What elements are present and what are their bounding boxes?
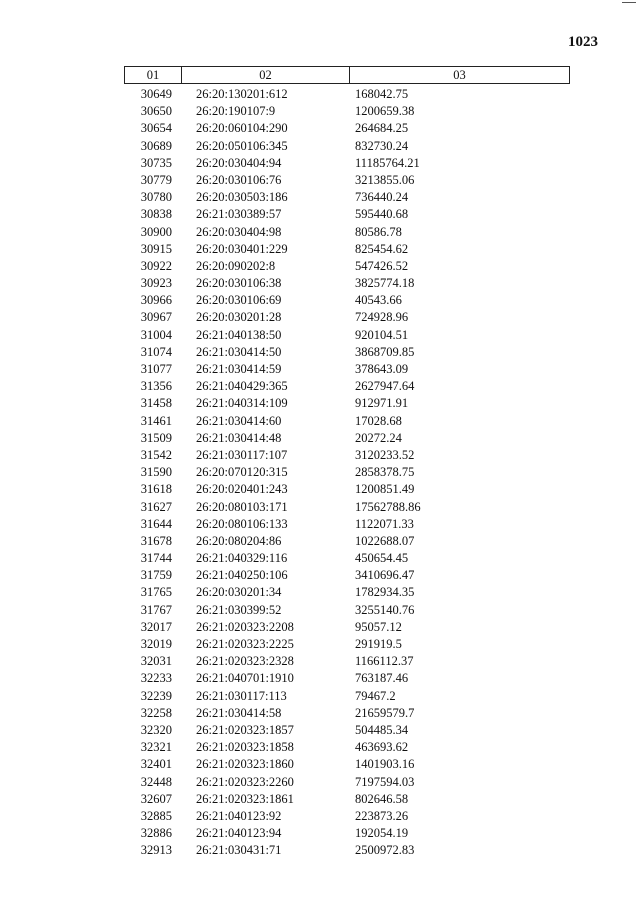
cell-02: 26:21:030414:58 xyxy=(196,705,282,720)
cell-02: 26:21:040250:106 xyxy=(196,568,288,583)
cell-01: 32239 xyxy=(140,688,172,703)
cell-03: 825454.62 xyxy=(355,241,409,256)
cell-01: 32017 xyxy=(140,619,172,634)
cell-01: 32321 xyxy=(140,740,172,755)
table-row xyxy=(124,808,570,825)
cell-01: 31458 xyxy=(140,396,172,411)
cell-03: 3255140.76 xyxy=(355,602,415,617)
cell-01: 32019 xyxy=(140,637,172,651)
cell-03: 1782934.35 xyxy=(355,585,415,600)
data-table xyxy=(124,66,570,859)
cell-03: 80586.78 xyxy=(355,224,402,239)
cell-01: 30654 xyxy=(140,121,172,136)
cell-03: 40543.66 xyxy=(355,293,402,308)
cell-02: 26:20:080204:86 xyxy=(196,533,282,548)
cell-03: 595440.68 xyxy=(355,207,409,222)
cell-03: 1022688.07 xyxy=(355,533,415,548)
cell-03: 264684.25 xyxy=(355,121,409,136)
cell-01: 31590 xyxy=(140,465,172,480)
cell-03: 1166112.37 xyxy=(355,654,414,669)
cell-01: 31077 xyxy=(140,362,172,376)
cell-02: 26:20:080103:171 xyxy=(196,499,288,514)
cell-02: 26:21:020323:2225 xyxy=(196,637,294,651)
cell-03: 504485.34 xyxy=(355,722,409,737)
cell-02: 26:21:020323:1860 xyxy=(196,757,294,772)
cell-03: 7197594.03 xyxy=(355,774,415,789)
cell-02: 26:20:090202:8 xyxy=(196,258,276,273)
cell-03: 79467.2 xyxy=(355,688,396,703)
column-header-01: 01 xyxy=(125,67,182,83)
cell-01: 32031 xyxy=(140,654,172,669)
cell-03: 17562788.86 xyxy=(355,499,421,514)
cell-02: 26:21:030117:113 xyxy=(196,688,287,703)
cell-01: 30966 xyxy=(140,293,172,308)
cell-03: 17028.68 xyxy=(355,413,402,428)
cell-03: 2500972.83 xyxy=(355,843,415,858)
table-row xyxy=(124,584,570,601)
cell-03: 291919.5 xyxy=(355,637,402,651)
table-row xyxy=(124,550,570,567)
cell-03: 3825774.18 xyxy=(355,276,415,291)
table-row xyxy=(124,516,570,533)
cell-01: 31644 xyxy=(140,516,172,531)
cell-02: 26:20:030401:229 xyxy=(196,241,288,256)
cell-03: 223873.26 xyxy=(355,808,409,823)
table-row xyxy=(124,670,570,687)
table-row xyxy=(124,533,570,550)
table-row xyxy=(124,172,570,189)
cell-03: 168042.75 xyxy=(355,87,409,101)
table-row xyxy=(124,430,570,447)
cell-02: 26:21:020323:1857 xyxy=(196,722,294,737)
table-row xyxy=(124,481,570,498)
cell-02: 26:21:040138:50 xyxy=(196,327,282,342)
table-row xyxy=(124,774,570,791)
cell-02: 26:20:070120:315 xyxy=(196,465,288,480)
corner-mark xyxy=(622,2,636,3)
cell-02: 26:21:030117:107 xyxy=(196,447,288,462)
cell-01: 32607 xyxy=(140,791,172,806)
cell-03: 2627947.64 xyxy=(355,379,415,394)
cell-02: 26:21:020323:2208 xyxy=(196,619,294,634)
cell-01: 30915 xyxy=(140,241,172,256)
table-row xyxy=(124,292,570,309)
cell-01: 32258 xyxy=(140,705,172,720)
table-row xyxy=(124,636,570,653)
cell-01: 30649 xyxy=(140,87,172,101)
cell-01: 31744 xyxy=(140,551,172,566)
table-row xyxy=(124,722,570,739)
cell-02: 26:21:040329:116 xyxy=(196,551,288,566)
cell-03: 11185764.21 xyxy=(355,155,420,170)
cell-01: 31074 xyxy=(140,344,172,359)
cell-03: 2858378.75 xyxy=(355,465,415,480)
table-row xyxy=(124,567,570,584)
cell-02: 26:20:030503:186 xyxy=(196,190,288,205)
cell-01: 30967 xyxy=(140,310,172,325)
cell-03: 802646.58 xyxy=(355,791,409,806)
cell-02: 26:21:030414:59 xyxy=(196,362,282,376)
cell-03: 1122071.33 xyxy=(355,516,414,531)
cell-03: 95057.12 xyxy=(355,619,402,634)
table-row xyxy=(124,842,570,859)
cell-02: 26:20:030106:38 xyxy=(196,276,282,291)
cell-03: 1401903.16 xyxy=(355,757,415,772)
table-row xyxy=(124,688,570,705)
cell-02: 26:20:130201:612 xyxy=(196,87,288,101)
cell-02: 26:21:020323:2328 xyxy=(196,654,294,669)
cell-01: 32401 xyxy=(140,757,172,772)
table-row xyxy=(124,447,570,464)
table-body xyxy=(124,86,570,859)
cell-03: 3410696.47 xyxy=(355,568,415,583)
table-row xyxy=(124,791,570,808)
cell-02: 26:21:020323:1861 xyxy=(196,791,294,806)
cell-01: 32448 xyxy=(140,774,172,789)
cell-02: 26:21:040314:109 xyxy=(196,396,288,411)
table-row xyxy=(124,224,570,241)
table-row xyxy=(124,275,570,292)
cell-03: 1200851.49 xyxy=(355,482,415,497)
table-row xyxy=(124,309,570,326)
cell-03: 378643.09 xyxy=(355,362,409,376)
column-header-03: 03 xyxy=(453,68,466,82)
cell-01: 31678 xyxy=(140,533,172,548)
cell-03: 3213855.06 xyxy=(355,172,415,187)
cell-01: 30780 xyxy=(140,190,172,205)
table-row xyxy=(124,241,570,258)
cell-02: 26:21:030431:71 xyxy=(196,843,282,858)
table-row xyxy=(124,206,570,223)
cell-02: 26:21:040123:94 xyxy=(196,826,282,841)
table-row xyxy=(124,499,570,516)
cell-02: 26:20:020401:243 xyxy=(196,482,288,497)
table-row xyxy=(124,825,570,842)
cell-01: 31509 xyxy=(140,430,172,445)
table-row xyxy=(124,86,570,103)
cell-01: 30735 xyxy=(140,155,172,170)
cell-02: 26:20:030404:98 xyxy=(196,224,282,239)
cell-01: 31356 xyxy=(140,379,172,394)
cell-01: 31004 xyxy=(140,327,172,342)
cell-01: 31767 xyxy=(140,602,172,617)
cell-03: 3868709.85 xyxy=(355,344,415,359)
cell-03: 192054.19 xyxy=(355,826,409,841)
cell-02: 26:21:020323:2260 xyxy=(196,774,294,789)
cell-03: 832730.24 xyxy=(355,138,409,153)
cell-01: 32913 xyxy=(140,843,172,858)
table-row xyxy=(124,120,570,137)
cell-01: 31765 xyxy=(140,585,172,600)
table-row xyxy=(124,258,570,275)
cell-02: 26:21:030414:48 xyxy=(196,430,282,445)
cell-01: 30650 xyxy=(140,104,172,119)
cell-02: 26:20:190107:9 xyxy=(196,104,276,119)
cell-01: 30838 xyxy=(140,207,172,222)
table-row xyxy=(124,103,570,120)
cell-03: 920104.51 xyxy=(355,327,409,342)
table-row xyxy=(124,155,570,172)
table-row xyxy=(124,653,570,670)
cell-03: 547426.52 xyxy=(355,258,409,273)
cell-02: 26:21:030399:52 xyxy=(196,602,282,617)
cell-01: 31618 xyxy=(140,482,172,497)
cell-01: 30923 xyxy=(140,276,172,291)
table-row xyxy=(124,361,570,378)
table-row xyxy=(124,739,570,756)
cell-02: 26:21:030414:60 xyxy=(196,413,282,428)
cell-02: 26:20:030106:69 xyxy=(196,293,282,308)
cell-03: 20272.24 xyxy=(355,430,402,445)
table-row xyxy=(124,344,570,361)
column-header-02: 02 xyxy=(182,67,350,83)
cell-02: 26:20:030201:34 xyxy=(196,585,282,600)
cell-01: 30689 xyxy=(140,138,172,153)
table-row xyxy=(124,327,570,344)
cell-02: 26:20:030404:94 xyxy=(196,155,282,170)
table-row xyxy=(124,705,570,722)
cell-01: 31542 xyxy=(140,447,172,462)
cell-01: 32320 xyxy=(140,722,172,737)
cell-01: 30922 xyxy=(140,258,172,273)
cell-03: 3120233.52 xyxy=(355,447,415,462)
cell-03: 21659579.7 xyxy=(355,705,415,720)
cell-02: 26:20:030201:28 xyxy=(196,310,282,325)
cell-02: 26:21:040123:92 xyxy=(196,808,282,823)
cell-02: 26:21:020323:1858 xyxy=(196,740,294,755)
cell-02: 26:21:030389:57 xyxy=(196,207,282,222)
cell-01: 31461 xyxy=(140,413,172,428)
cell-03: 450654.45 xyxy=(355,551,409,566)
table-row xyxy=(124,138,570,155)
cell-03: 763187.46 xyxy=(355,671,409,686)
table-row xyxy=(124,189,570,206)
cell-02: 26:21:040701:1910 xyxy=(196,671,294,686)
cell-03: 736440.24 xyxy=(355,190,409,205)
cell-01: 32233 xyxy=(140,671,172,686)
cell-03: 912971.91 xyxy=(355,396,409,411)
cell-02: 26:20:030106:76 xyxy=(196,172,282,187)
cell-03: 724928.96 xyxy=(355,310,409,325)
table-row xyxy=(124,413,570,430)
cell-02: 26:20:080106:133 xyxy=(196,516,288,531)
cell-02: 26:20:050106:345 xyxy=(196,138,288,153)
cell-03: 463693.62 xyxy=(355,740,409,755)
table-row xyxy=(124,464,570,481)
page-number: 1023 xyxy=(568,34,598,50)
cell-01: 30779 xyxy=(140,172,172,187)
cell-01: 30900 xyxy=(140,224,172,239)
table-header xyxy=(124,66,570,84)
table-row xyxy=(124,756,570,773)
cell-01: 31759 xyxy=(140,568,172,583)
table-row xyxy=(124,395,570,412)
cell-01: 32885 xyxy=(140,808,172,823)
cell-01: 31627 xyxy=(140,499,172,514)
cell-02: 26:21:030414:50 xyxy=(196,344,282,359)
table-row xyxy=(124,378,570,395)
cell-01: 32886 xyxy=(140,826,172,841)
cell-02: 26:21:040429:365 xyxy=(196,379,288,394)
table-row xyxy=(124,602,570,619)
cell-02: 26:20:060104:290 xyxy=(196,121,288,136)
cell-03: 1200659.38 xyxy=(355,104,415,119)
table-row xyxy=(124,619,570,636)
